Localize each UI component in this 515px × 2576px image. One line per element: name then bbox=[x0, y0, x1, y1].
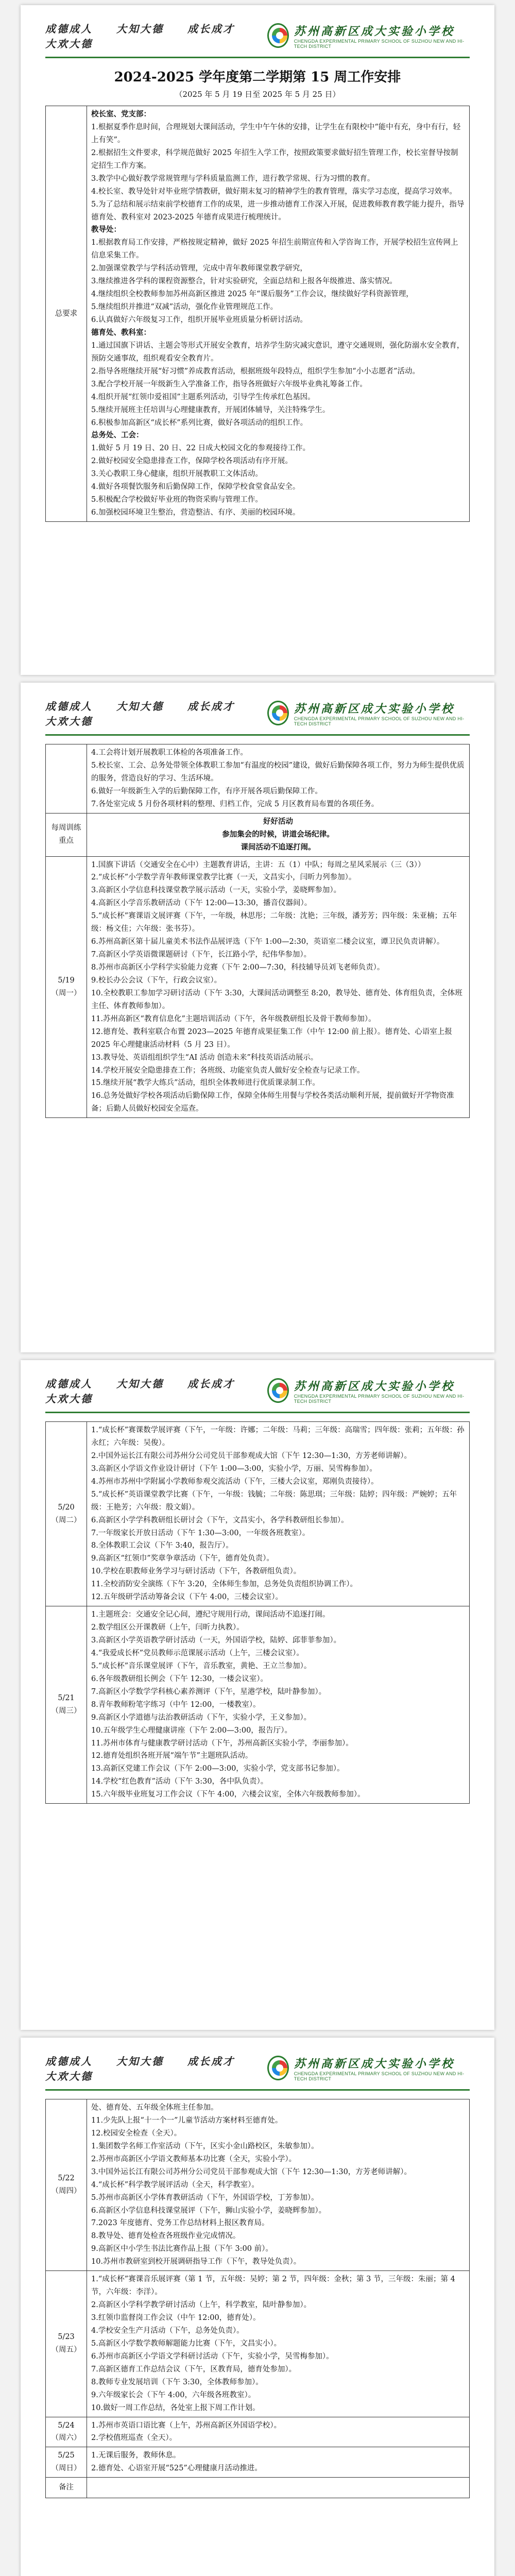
schedule-line: 4.校长室、教导处针对毕业班学情教研，做好期末复习的精神学生的教育管理，落实学习态度，提高学习效率。 bbox=[91, 187, 457, 196]
schedule-line: 4.继续组织全校教师参加苏州高新区推进 2025 年“课后服务”工作会议，继续做好学科资源管理， bbox=[91, 290, 414, 299]
school-name-en: CHENGDA EXPERIMENTAL PRIMARY SCHOOL OF SUZHOU NEW AND HI-TECH DISTRICT bbox=[294, 716, 465, 726]
schedule-line: 2.做好校园安全隐患排查工作，保障学校各项活动有序开展。 bbox=[91, 457, 293, 466]
schedule-line: 5.积极配合学校做好毕业班的物资采购与管理工作。 bbox=[91, 496, 263, 504]
school-name: 苏州高新区成大实验小学校 bbox=[294, 1379, 455, 1393]
schedule-line: 11.全校消防安全演练（下午 3:20，全体师生参加，总务处负责组织协调工作）。 bbox=[91, 1580, 357, 1589]
schedule-line: 5.高新区小学数学教师解题能力比赛（下午，文昌实小）。 bbox=[91, 2339, 282, 2348]
header-divider bbox=[45, 734, 470, 736]
schedule-line: 1.根据夏季作息时间，合理规划大课间活动，学生中午午休的安排，让学生在有限校中“能中有充，身中有行，轻上有笑”。 bbox=[91, 123, 461, 144]
schedule-line: 5.继续开展班主任培训与心理健康教育，开展团体辅导，关注特殊学生。 bbox=[91, 405, 330, 414]
schedule-line: 2.指导各班继续开展“好习惯”养成教育活动，根据班级年段特点，组织学生参加“小小志愿者”活动。 bbox=[91, 367, 420, 376]
schedule-line: 8.全体教职工会议（下午 3:40，报告厅）。 bbox=[91, 1541, 233, 1550]
schedule-line: 5.为了总结和展示结束前学校德育工作的成果，进一步推动德育工作深入开展，促进教师教育教学能力提升，指导德育处、教科室对 2023-2025 年德育成果进行梳理统计。 bbox=[91, 200, 465, 222]
day-content bbox=[87, 2417, 470, 2447]
schedule-line: 2.加强课堂教学与学科活动管理，完成中青年教师课堂教学研究， bbox=[91, 264, 307, 273]
schedule-line: 4.“成长杯”科学教学展评活动（全天，科学教室）。 bbox=[91, 2180, 259, 2189]
schedule-line: 6.苏州市高新区小学语文学科研讨活动（下午，实验小学，吴雪梅参加）。 bbox=[91, 2352, 334, 2361]
table-row bbox=[46, 813, 470, 856]
day-content bbox=[87, 2099, 470, 2271]
schedule-line: 12.德育处、教科室联合布置 2023—2025 年德育成果征集工作（中午 12:00 前上报）。德育处、心语室上报 2025 年心理健康活动材料（5 月 23 日）。 bbox=[91, 1027, 452, 1049]
document-title: 2024-2025 学年度第二学期第 15 周工作安排 bbox=[114, 70, 401, 85]
day-date: 5/19 bbox=[58, 976, 75, 985]
schedule-line: 1.根据教育局工作安排，严格按规定精神，做好 2025 年招生前期宣传和入学咨询工作，开展学校招生宣传网上信息采集工作。 bbox=[91, 239, 458, 260]
schedule-line: 15.继续开展“教学大练兵”活动，组织全体教师进行优质课录制工作。 bbox=[91, 1079, 320, 1088]
schedule-line: 11.苏州市体育与健康教学研讨活动（下午，苏州高新区实验小学，李丽参加）。 bbox=[91, 1739, 353, 1748]
page-header bbox=[45, 2053, 470, 2083]
schedule-line: 10.苏州市教研室到校开展调研指导工作（下午，教导处负责）。 bbox=[91, 2258, 301, 2266]
schedule-line: 2.高新区小学科学教学研讨活动（上午，科学教室，陆叶静参加）。 bbox=[91, 2301, 312, 2310]
day-date: 5/24 bbox=[58, 2421, 75, 2430]
schedule-line: 8.教师专业发展培训（下午 3:30，全体教师参加）。 bbox=[91, 2378, 263, 2386]
school-brand bbox=[267, 1378, 470, 1404]
school-name-en: CHENGDA EXPERIMENTAL PRIMARY SCHOOL OF SUZHOU NEW AND HI-TECH DISTRICT bbox=[294, 2071, 465, 2081]
schedule-line: 1.“成长杯”赛课数学展评赛（下午，一年级：许娜；二年级：马莉；三年级：高瑞雪；四年级：张莉；五年级：孙永红；六年级：吴俊）。 bbox=[91, 1426, 465, 1447]
schedule-table bbox=[45, 744, 470, 1118]
school-name: 苏州高新区成大实验小学校 bbox=[294, 24, 455, 38]
schedule-line: 8.青年教师粉笔字练习（中午 12:00，一楼教室）。 bbox=[91, 1700, 261, 1709]
day-label bbox=[46, 1422, 87, 1606]
schedule-line: 2.中国外运长江有限公司苏州分公司党员干部参观成大馆（下午 12:30—1:30，方芳老师讲解）。 bbox=[91, 1451, 412, 1460]
schedule-line: 3.高新区小学语文作业设计研讨（下午 1:00—3:00，实验小学，万丽、吴雪梅参加）。 bbox=[91, 1464, 377, 1473]
schedule-line: 1.通过国旗下讲话、主题会等形式开展安全教育，培养学生防灾减灾意识，遵守交通规则，强化防溺水安全教育，预防交通事故，组织观看安全教育片。 bbox=[91, 341, 465, 363]
schedule-line: 参加集会的时候，讲道会场纪律。 bbox=[222, 829, 334, 839]
document-subtitle: （2025 年 5 月 19 日至 2025 年 5 月 25 日） bbox=[175, 90, 340, 99]
school-motto: 成德成人 大知大德 成长成才 大欢大德 bbox=[45, 2055, 259, 2082]
day-weekday: （周一） bbox=[51, 989, 81, 997]
day-content bbox=[87, 856, 470, 1118]
day-row bbox=[46, 2447, 470, 2478]
schedule-line: 12.五年级研学活动筹备会议（下午 4:00，三楼会议室）。 bbox=[91, 1593, 283, 1602]
overview-label: 总要求 bbox=[46, 106, 87, 522]
schedule-line: 7.2023 年度德育、党务工作总结材料上报区教育局。 bbox=[91, 2219, 269, 2228]
schedule-line: 3.红领巾监督岗工作会议（中午 12:00，德育处）。 bbox=[91, 2314, 261, 2322]
schedule-line: 10.全校教职工参加学习研讨活动（下午 3:30，大课间活动调整至 8:20，教导处、德育处、体育组负责，全体班主任、体育教师参加）。 bbox=[91, 989, 462, 1010]
day-weekday: （周四） bbox=[51, 2187, 81, 2196]
schedule-line: 教导处： bbox=[91, 225, 121, 234]
schedule-line: 10.学校在职教师业务学习与研讨活动（下午，各教研组负责）。 bbox=[91, 1567, 301, 1576]
page-header bbox=[45, 698, 470, 728]
day-label bbox=[46, 2447, 87, 2478]
schedule-line: 7.各处室完成 5 月份各项材料的整理、归档工作，完成 5 月区教育局布置的各项任务。 bbox=[91, 800, 379, 808]
schedule-line: 3.继续推进各学科的课程资源整合，针对实验研究，全面总结和上报各年级推进、落实情况。 bbox=[91, 277, 397, 286]
schedule-line: 13.教导处、英语组组织学生“AI 活动 创造未来”科技英语活动展示。 bbox=[91, 1053, 318, 1062]
weekly-focus-label: 每周训练重点 bbox=[46, 813, 87, 856]
schedule-line: 6.各年级教研组长例会（下午 12:30，一楼会议室）。 bbox=[91, 1674, 268, 1683]
schedule-line: 3.配合学校开展一年级新生入学准备工作，指导各班做好六年级毕业典礼筹备工作。 bbox=[91, 380, 367, 388]
schedule-line: 6.做好一年级新生入学的后勤保障工作，有序开展各项后勤保障工作。 bbox=[91, 787, 322, 795]
schedule-line: 2.数学组区公开课教研（上午，闫昕力执教）。 bbox=[91, 1623, 244, 1632]
school-name: 苏州高新区成大实验小学校 bbox=[294, 702, 455, 716]
schedule-line: 9.校长办公会议（下午，行政会议室）。 bbox=[91, 976, 222, 985]
schedule-line: 3.中国外运长江有限公司苏州分公司党员干部参观成大馆（下午 12:30—1:30，方芳老师讲解）。 bbox=[91, 2167, 412, 2176]
schedule-line: 4.高新区小学音乐教研活动（下午 12:00—13:30，播音仪器间）。 bbox=[91, 899, 312, 908]
schedule-line: 1.集团数学名师工作室活动（下午，区实小金山路校区，朱敏参加）。 bbox=[91, 2142, 319, 2150]
schedule-line: 2.“成长杯”小学数学青年教师课堂教学比赛（一天，文昌实小，闫昕力列参加）。 bbox=[91, 873, 356, 882]
schedule-line: 1.国旗下讲话（交通安全在心中）主题教育讲话，主讲：五（1）中队；每周之星风采展示（三（3）） bbox=[91, 860, 425, 869]
remarks-label: 备注 bbox=[46, 2478, 87, 2498]
schedule-line: 4.苏州市苏州中学附属小学教师参观交流活动（下午，三楼大会议室，郑刚负责接待）。 bbox=[91, 1477, 379, 1486]
schedule-line: 5.苏州市高新区小学体育教研活动（下午，外国语学校，丁芳参加）。 bbox=[91, 2193, 319, 2202]
schedule-line: 3.教学中心做好教学常规管理与学科质量监测工作，进行教学常规、行为习惯的教育。 bbox=[91, 174, 375, 183]
day-weekday: （周日） bbox=[51, 2464, 81, 2473]
day-row bbox=[46, 1422, 470, 1606]
overview-content bbox=[87, 106, 470, 522]
schedule-line: 6.高新区小学学科教研组长研讨会（下午，文昌实小，各学科教研组长参加）。 bbox=[91, 1516, 349, 1524]
schedule-line: 8.教导处、德育处检查各班级作业完成情况。 bbox=[91, 2232, 241, 2241]
page-3 bbox=[21, 1360, 494, 2030]
day-weekday: （周二） bbox=[51, 1516, 81, 1524]
day-label bbox=[46, 2417, 87, 2447]
day-row bbox=[46, 2417, 470, 2447]
schedule-line: 4.工会将计划开展教职工体检的各项准备工作。 bbox=[91, 749, 248, 757]
schedule-line: 14.学校“红色教育”活动（下午 3:30，各中队负责）。 bbox=[91, 1777, 268, 1786]
schedule-line: 4.做好各项餐饮服务和后勤保障工作，保障学校食堂食品安全。 bbox=[91, 483, 300, 492]
school-name-en: CHENGDA EXPERIMENTAL PRIMARY SCHOOL OF SUZHOU NEW AND HI-TECH DISTRICT bbox=[294, 1393, 465, 1404]
weekly-focus-content bbox=[87, 813, 470, 856]
school-brand bbox=[267, 23, 470, 49]
overview-continued-content bbox=[87, 744, 470, 814]
schedule-line: 6.认真做好六年级复习工作，组织开展毕业班质量分析研讨活动。 bbox=[91, 316, 307, 324]
page-1 bbox=[21, 5, 494, 675]
schedule-line: 5.校长室、工会、总务处带领全体教职工参加“有温度的校园”建设，做好后勤保障各项工作，努力为师生提供优质的服务，营造良好的学习、生活环境。 bbox=[91, 761, 465, 783]
day-content bbox=[87, 1606, 470, 1804]
day-content bbox=[87, 2447, 470, 2478]
schedule-line: 好好活动 bbox=[263, 817, 293, 826]
school-name-en: CHENGDA EXPERIMENTAL PRIMARY SCHOOL OF SUZHOU NEW AND HI-TECH DISTRICT bbox=[294, 38, 465, 49]
school-motto: 成德成人 大知大德 成长成才 大欢大德 bbox=[45, 1378, 259, 1405]
schedule-table bbox=[45, 1421, 470, 1804]
header-divider bbox=[45, 1412, 470, 1413]
schedule-line: 2.德育处、心语室开展“525”心理健康月活动推进。 bbox=[91, 2464, 262, 2473]
day-label bbox=[46, 856, 87, 1118]
school-brand bbox=[267, 2055, 470, 2081]
day-date: 5/21 bbox=[58, 1694, 75, 1703]
day-row bbox=[46, 856, 470, 1118]
overview-continued-label bbox=[46, 744, 87, 814]
schedule-line: 1.主题班会：交通安全记心间，遵纪守规用行动，课间活动不追逐打闹。 bbox=[91, 1611, 330, 1619]
header-divider bbox=[45, 2089, 470, 2091]
schedule-line: 9.高新区“红领巾”奖章争章活动（下午，德育处负责）。 bbox=[91, 1554, 274, 1563]
table-row bbox=[46, 744, 470, 814]
school-motto: 成德成人 大知大德 成长成才 大欢大德 bbox=[45, 23, 259, 50]
table-row bbox=[46, 106, 470, 522]
schedule-table bbox=[45, 2099, 470, 2498]
schedule-line: 7.高新区德育工作总结会议（下午，区教育局，德育处参加）。 bbox=[91, 2365, 297, 2374]
day-date: 5/25 bbox=[58, 2451, 75, 2460]
schedule-line: 13.高新区党建工作会议（下午 2:00—3:00，实验小学，党支部书记参加）。 bbox=[91, 1765, 345, 1773]
schedule-line: 7.高新区小学数学学科核心素养测评（下午，星港学校，陆叶静参加）。 bbox=[91, 1687, 327, 1696]
schedule-line: 12.校园安全检查（全天）。 bbox=[91, 2129, 182, 2138]
schedule-line: 2.苏州市高新区小学语文教师基本功比赛（全天，实验小学）。 bbox=[91, 2155, 297, 2163]
schedule-line: 6.高新区小学信息科技课堂展评（下午，狮山实验小学，姜晓辉参加）。 bbox=[91, 2206, 327, 2215]
schedule-line: 总务处、工会： bbox=[91, 431, 144, 440]
page-header bbox=[45, 1376, 470, 1405]
day-weekday: （周三） bbox=[51, 1707, 81, 1716]
schedule-line: 1.做好 5 月 19 日、20 日、22 日成大校园文化的参观接待工作。 bbox=[91, 444, 311, 453]
schedule-line: 1.无课后服务，教师休息。 bbox=[91, 2451, 181, 2460]
page-2 bbox=[21, 683, 494, 1352]
schedule-line: 10.五年级学生心理健康讲座（下午 2:00—3:00，报告厅）。 bbox=[91, 1726, 293, 1735]
day-weekday: （周五） bbox=[51, 2346, 81, 2354]
day-label bbox=[46, 2271, 87, 2417]
schedule-line: 11.苏州高新区“教育信息化”主题培训活动（下午，各年级教研组长及骨干教师参加）。 bbox=[91, 1014, 376, 1023]
schedule-line: 3.高新区小学信息科技课堂教学展示活动（一天，实验小学，姜晓辉参加）。 bbox=[91, 886, 341, 895]
day-weekday: （周六） bbox=[51, 2434, 81, 2443]
school-name: 苏州高新区成大实验小学校 bbox=[294, 2057, 455, 2071]
schedule-line: 2.根据招生文件要求，科学规范做好 2025 年招生入学工作，按照政策要求做好招生管理工作，校长室督导按制定招生工作方案。 bbox=[91, 148, 458, 170]
day-content bbox=[87, 1422, 470, 1606]
page-4 bbox=[21, 2038, 494, 2576]
schedule-line: 2.学校值班巡查（全天）。 bbox=[91, 2434, 177, 2443]
schedule-line: 4.“我爱成长杯”党员教师示范课展示活动（上午，三楼会议室）。 bbox=[91, 1649, 304, 1657]
schedule-line: 1.苏州市英语口语比赛（上午，苏州高新区外国语学校）。 bbox=[91, 2421, 282, 2430]
schedule-line: 6.积极参加高新区“成长杯”系列比赛，做好各项活动的组织工作。 bbox=[91, 418, 308, 427]
schedule-line: 9.六年级家长会（下午 4:00，六年级各班教室）。 bbox=[91, 2391, 256, 2399]
schedule-line: 8.苏州市高新区小学科学实验能力竞赛（下午 2:00—7:30，科技辅导员刘飞老师负责）。 bbox=[91, 963, 385, 972]
schedule-line: 9.高新区小学道德与法治教研活动（下午，实验小学，王义参加）。 bbox=[91, 1713, 312, 1722]
school-motto: 成德成人 大知大德 成长成才 大欢大德 bbox=[45, 700, 259, 727]
day-row bbox=[46, 2271, 470, 2417]
day-label bbox=[46, 1606, 87, 1804]
schedule-table bbox=[45, 106, 470, 522]
schedule-line: 6.加强校园环境卫生整治，营造整洁、有序、美丽的校园环境。 bbox=[91, 509, 300, 517]
schedule-line: 12.德育处组织各班开展“端午节”主题班队活动。 bbox=[91, 1752, 253, 1760]
schedule-line: 3.高新区小学英语教学研讨活动（一天，外国语学校，陆婷、邱菲菲参加）。 bbox=[91, 1636, 341, 1645]
schedule-line: 4.学校安全生产月活动（下午，总务处负责）。 bbox=[91, 2326, 244, 2335]
day-date: 5/20 bbox=[58, 1503, 75, 1512]
schedule-line: 德育处、教科室： bbox=[91, 328, 151, 337]
day-date: 5/22 bbox=[58, 2174, 75, 2183]
remarks-content bbox=[87, 2478, 470, 2498]
schedule-line: 5.“成长杯”英语课堂教学比赛（下午，一年级：钱毓；二年级：陈思琪；三年级：陆婷；四年级：严婉婷；五年级：王艳芳；六年级：殷文娟）。 bbox=[91, 1490, 457, 1512]
header-divider bbox=[45, 57, 470, 58]
day-label bbox=[46, 2099, 87, 2271]
day-content bbox=[87, 2271, 470, 2417]
schedule-line: 1.“成长杯”赛课音乐展评赛（第 1 节，五年级：吴婷；第 2 节，四年级：金秋；第 3 节，三年级：朱丽；第 4 节，六年级：李洋）。 bbox=[91, 2275, 455, 2297]
schedule-line: 处、德育处、五年级全体班主任参加。 bbox=[91, 2104, 218, 2112]
schedule-line: 5.“成长杯”赛课语文展评赛（下午，一年级，林思彤；二年级：沈艳；三年级，潘芳芳；四年级：朱亚楠；五年级：杨文佳；六年级：张书芬）。 bbox=[91, 912, 457, 934]
schedule-line: 6.苏州高新区第十届儿童美术书法作品展评选（下午 1:00—2:30，英语室二楼会议室，谭卫民负责讲解）。 bbox=[91, 938, 444, 946]
schedule-line: 14.学校开展安全隐患排查工作；各班级、功能室负责人做好安全检查与记录工作。 bbox=[91, 1066, 365, 1075]
day-row bbox=[46, 2099, 470, 2271]
table-row bbox=[46, 2478, 470, 2498]
schedule-line: 9.高新区中小学生书法比赛作品上报（下午 3:00 前）。 bbox=[91, 2245, 273, 2253]
schedule-line: 4.组织开展“红领巾爱祖国”主题系列活动，引导学生传承红色基因。 bbox=[91, 393, 315, 401]
page-header bbox=[45, 21, 470, 50]
day-row bbox=[46, 1606, 470, 1804]
schedule-line: 课间活动不追逐打闹。 bbox=[241, 842, 316, 852]
schedule-line: 校长室、党支部： bbox=[91, 110, 151, 118]
schedule-line: 7.一年级家长开放日活动（下午 1:30—3:00，一年级各班教室）。 bbox=[91, 1529, 310, 1537]
school-logo-icon bbox=[267, 23, 289, 48]
school-brand bbox=[267, 700, 470, 726]
day-date: 5/23 bbox=[58, 2333, 75, 2342]
schedule-line: 10.做好一周工作总结，各处室上报下周工作计划。 bbox=[91, 2403, 260, 2412]
schedule-line: 16.总务处做好学校各项活动后勤保障工作，保障全体师生用餐与学校各类活动顺利开展，提前做好开学物资准备；后勤人员做好校园安全巡查。 bbox=[91, 1092, 454, 1113]
schedule-line: 15.六年级毕业班复习工作会议（下午 4:00，六楼会议室，全体六年级教师参加）。 bbox=[91, 1790, 365, 1799]
schedule-line: 11.少先队上报“十一个一”儿童节活动方案材料至德育处。 bbox=[91, 2116, 283, 2125]
schedule-line: 5.“成长杯”音乐课堂展评（下午，音乐教室，黄艳、王立兰参加）。 bbox=[91, 1662, 312, 1670]
schedule-line: 3.关心教职工身心健康，组织开展教职工文体活动。 bbox=[91, 470, 263, 479]
schedule-line: 7.高新区小学英语微课题研讨（下午，长江路小学，纪伟华参加）。 bbox=[91, 951, 312, 959]
school-logo-icon bbox=[267, 701, 289, 725]
schedule-line: 5.继续组织并推进“双减”活动，强化作业管理规范工作。 bbox=[91, 303, 278, 312]
school-logo-icon bbox=[267, 2056, 289, 2080]
school-logo-icon bbox=[267, 1378, 289, 1403]
